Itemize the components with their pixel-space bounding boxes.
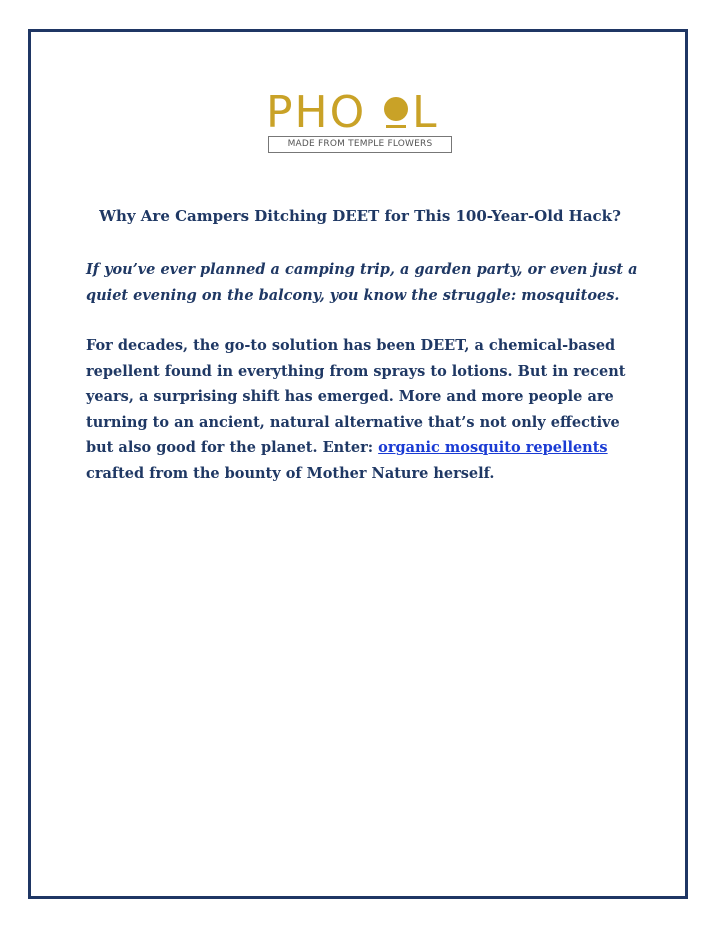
phool-logo — [266, 87, 456, 156]
article-title: Why Are Campers Ditching DEET for This 100-Year-Old Hack? — [99, 207, 621, 225]
logo-word-right: L — [412, 87, 439, 138]
flower-o-icon — [383, 94, 409, 132]
intro-paragraph: If you’ve ever planned a camping trip, a garden party, or even just a quiet evening on the balcony, you know the struggle: mosquitoes. — [86, 261, 638, 304]
logo-tagline: MADE FROM TEMPLE FLOWERS — [268, 136, 452, 153]
body-paragraph — [86, 333, 641, 486]
logo-word-left: PHO — [266, 87, 367, 138]
body-text-end: crafted from the bounty of Mother Nature herself. — [86, 464, 495, 482]
organic-repellents-link[interactable]: organic mosquito repellents — [378, 439, 608, 456]
logo-wordmark — [266, 87, 456, 138]
body-text-start: For decades, the go-to solution has been DEET, a chemical-based repellent found in everything from sprays to lotions. But in recent years, a surprising shift has emerged. More and more people are turning to an ancient, natural alternative that’s not only effective but also good for the planet. Enter: — [86, 337, 626, 456]
